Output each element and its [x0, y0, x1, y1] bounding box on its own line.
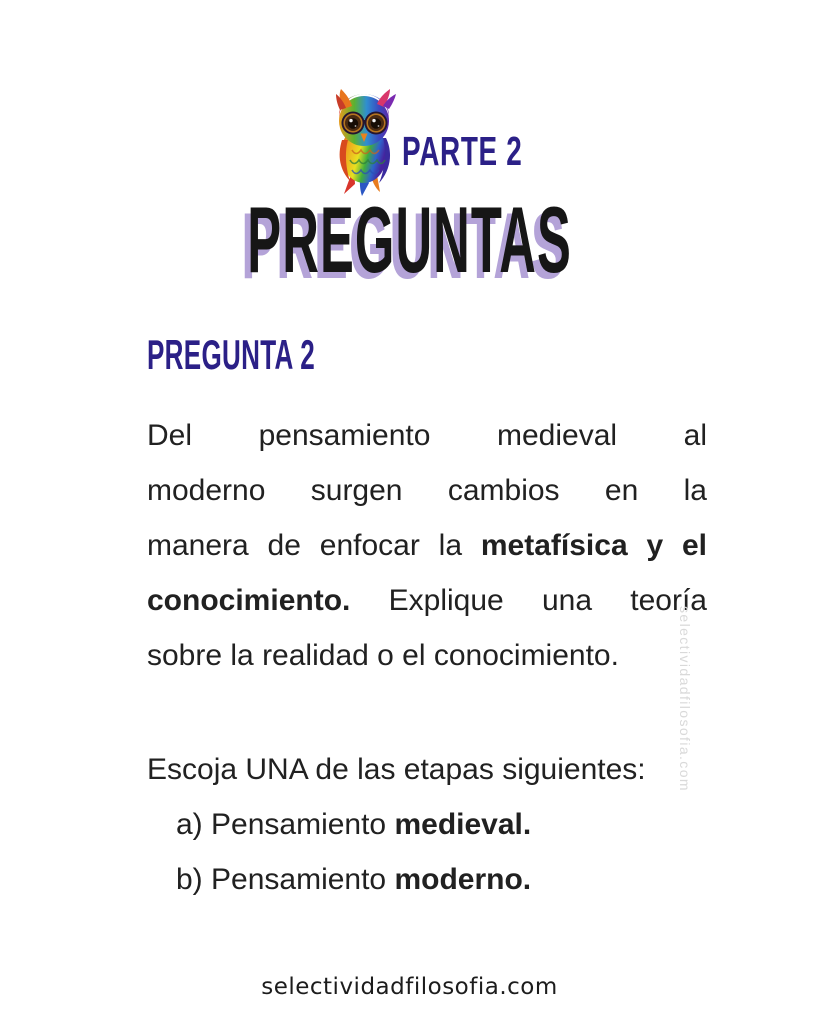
part-label-text: PARTE 2: [402, 128, 523, 174]
page-title: [0, 187, 819, 309]
paragraph-line: Del pensamiento medieval al: [147, 419, 707, 452]
paragraph-line: conocimiento. Explique una teoría: [147, 584, 707, 617]
options-list: [147, 797, 707, 907]
page-title-text: PREGUNTAS: [247, 187, 572, 292]
paragraph-line: moderno surgen cambios en la: [147, 474, 707, 507]
footer-site-url: selectividadfilosofia.com: [261, 974, 558, 1000]
paragraph-line: sobre la realidad o el conocimiento.: [147, 639, 619, 672]
question-choices: [147, 742, 707, 907]
part-label: [402, 127, 579, 185]
option-line: b) Pensamiento moderno.: [176, 863, 532, 896]
choose-instruction: Escoja UNA de las etapas siguientes:: [147, 753, 646, 786]
vertical-watermark: selectividadfilosofia.com: [677, 606, 693, 792]
paragraph-line: manera de enfocar la metafísica y el: [147, 529, 708, 562]
question-heading: [147, 331, 418, 386]
question-heading-text: PREGUNTA 2: [147, 331, 316, 378]
rainbow-owl-icon: [326, 88, 406, 196]
question-paragraph: [147, 408, 707, 683]
option-line: a) Pensamiento medieval.: [176, 808, 532, 841]
